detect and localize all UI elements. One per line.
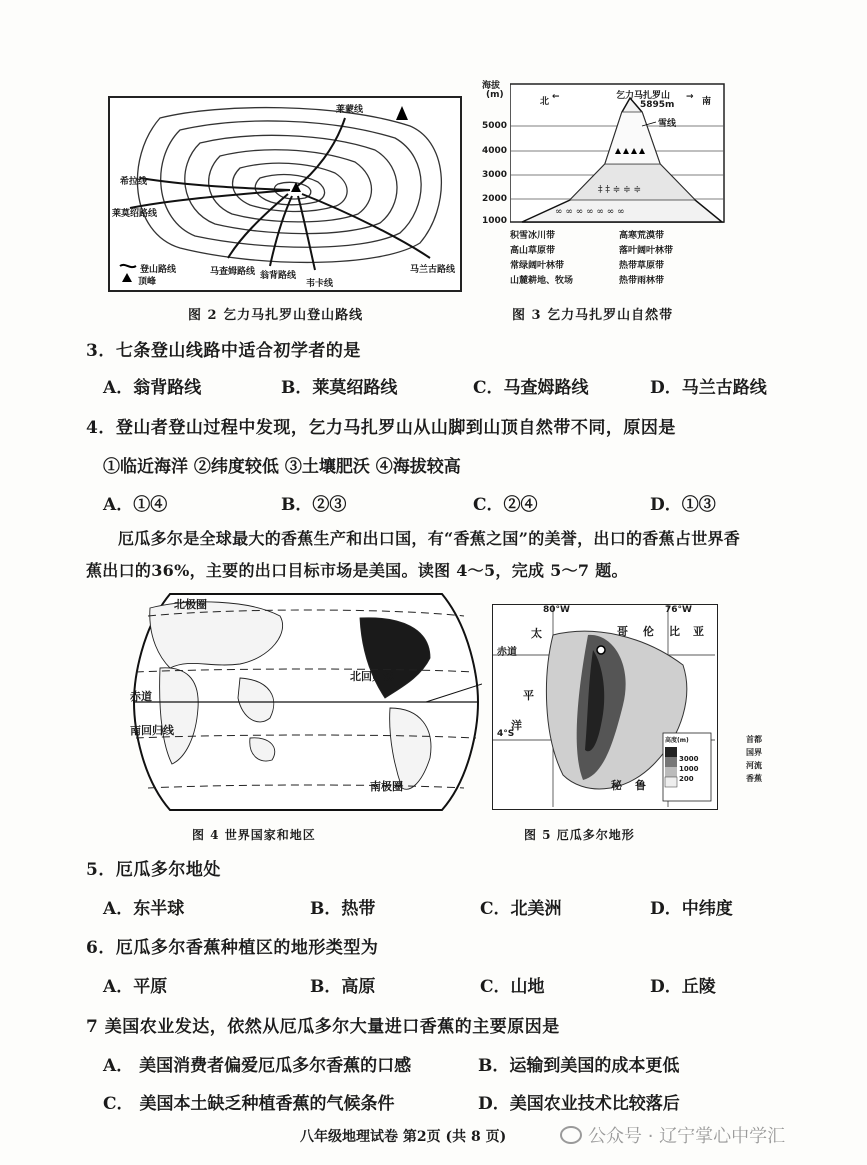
figure-3-natural-zones [480,76,730,292]
y-tick-2000: 2000 [482,194,508,204]
figure-5-ecuador-terrain [492,604,718,810]
question-4-items: ①临近海洋 ②纬度较低 ③土壤肥沃 ④海拔较高 [103,457,461,477]
question-4-option-b[interactable]: B．②③ [281,495,347,515]
question-3-option-a[interactable]: A．翁背路线 [103,378,202,398]
question-6-option-d[interactable]: D．丘陵 [650,977,716,997]
equator-label: 赤道 [130,690,152,703]
legend-title: 高度(m) [665,737,689,744]
svg-text:∞ ∞ ∞ ∞ ∞ ∞ ∞: ∞ ∞ ∞ ∞ ∞ ∞ ∞ [555,207,625,217]
legend-peak-label: 顶峰 [138,277,157,287]
legend-snow-ice: 积雪冰川带 [510,231,556,241]
y-tick-3000: 3000 [482,170,508,180]
page-footer: 八年级地理试卷 第2页 (共 8 页) [300,1129,507,1145]
question-3-stem: 3．七条登山线路中适合初学者的是 [86,341,361,361]
legend-level-1000: 1000 [679,765,699,773]
question-6-option-a[interactable]: A．平原 [103,977,168,997]
legend-savanna: 热带草原带 [619,261,665,271]
colombia-char-4: 亚 [693,625,704,638]
question-5-option-b[interactable]: B．热带 [310,899,376,919]
wechat-icon [560,1126,582,1144]
svg-text:‡ ‡ ≑ ≑ ≑: ‡ ‡ ≑ ≑ ≑ [598,185,642,195]
north-arrow-icon [396,106,408,120]
peru-char-2: 鲁 [635,779,646,792]
south-label: 南 [702,97,712,107]
colombia-char-2: 伦 [643,625,654,638]
y-axis-title: 海拔 [482,81,501,91]
colombia-char-1: 哥 [617,625,628,638]
y-tick-5000: 5000 [482,121,508,131]
passage-line-2: 蕉出口的36%，主要的出口目标市场是美国。读图 4～5，完成 5～7 题。 [86,561,628,580]
figure-4-caption: 图 4 世界国家和地区 [192,828,316,842]
route-shira [140,178,290,190]
south-arrow-icon: → [686,92,694,102]
legend-evergreen-forest: 常绿阔叶林带 [510,261,565,271]
zone-legend [510,228,728,286]
lon-76w: 76°W [665,605,692,615]
question-7-option-a[interactable]: A． 美国消费者偏爱厄瓜多尔香蕉的口感 [103,1056,412,1076]
legend-banana: 香蕉 [746,774,762,783]
legend-alpine-grassland: 高山草原带 [510,246,556,256]
y-tick-4000: 4000 [482,146,508,156]
question-3-option-d[interactable]: D．马兰古路线 [650,378,767,398]
question-4-option-d[interactable]: D．①③ [650,495,716,515]
legend-rainforest: 热带雨林带 [619,276,665,286]
question-5-option-c[interactable]: C．北美洲 [480,899,562,919]
legend-peak-icon [122,273,132,282]
legend-river: 河流 [746,761,762,770]
colombia-char-3: 比 [669,625,680,638]
question-7-option-b[interactable]: B．运输到美国的成本更低 [478,1056,680,1076]
legend-deciduous-forest: 落叶阔叶林带 [619,246,674,256]
snowline-label: 雪线 [658,119,677,129]
question-6-option-c[interactable]: C．山地 [480,977,545,997]
question-4-stem: 4．登山者登山过程中发现，乞力马扎罗山从山脚到山顶自然带不同，原因是 [86,418,676,438]
lat-4s: 4°S [497,729,515,739]
legend-border: 国界 [746,748,762,757]
tropic-cancer-label: 北回归线 [350,670,394,683]
peak-name: 乞力马扎罗山 [616,91,671,101]
question-3-option-c[interactable]: C．马查姆路线 [473,378,589,398]
arctic-circle-label: 北极圈 [174,598,207,611]
question-5-option-d[interactable]: D．中纬度 [650,899,733,919]
question-4-option-c[interactable]: C．②④ [473,495,538,515]
north-arrow-icon: ← [552,92,560,102]
legend-level-3000: 3000 [679,755,699,763]
watermark [560,1122,785,1148]
pacific-char-1: 太 [531,627,542,640]
figure-4-world-map [130,588,482,816]
y-axis-unit: (m) [486,90,504,100]
watermark-text: 公众号 · 辽宁掌心中学汇 [588,1126,786,1147]
pacific-char-3: 洋 [511,719,522,732]
question-3-option-b[interactable]: B．莱莫绍路线 [281,378,398,398]
question-7-option-c[interactable]: C． 美国本土缺乏种植香蕉的气候条件 [103,1094,395,1114]
peru-char-1: 秘 [611,779,622,792]
tropic-capricorn-label: 南回归线 [130,724,174,737]
figure-5-side-legend [746,734,786,784]
figure-3-caption: 图 3 乞力马扎罗山自然带 [512,308,674,323]
route-label-umbwe: 翁背路线 [260,271,297,281]
route-label-machame: 马查姆路线 [210,267,256,277]
route-label-mweka: 韦卡线 [306,279,334,289]
figure-2-caption: 图 2 乞力马扎罗山登山路线 [188,308,364,323]
figure-2-route-map [108,96,462,292]
antarctic-circle-label: 南极圈 [370,780,403,793]
equator-label-fig5: 赤道 [497,647,517,658]
route-label-shira: 希拉线 [120,177,148,187]
world-map [130,588,482,816]
question-5-stem: 5．厄瓜多尔地处 [86,860,221,880]
question-5-option-a[interactable]: A．东半球 [103,899,185,919]
question-7-stem: 7 美国农业发达，依然从厄瓜多尔大量进口香蕉的主要原因是 [86,1017,560,1037]
capital-icon [597,646,605,654]
legend-route-label: 登山路线 [140,265,177,275]
legend-farmland: 山麓耕地、牧场 [510,276,574,286]
passage-line-1: 厄瓜多尔是全球最大的香蕉生产和出口国，有“香蕉之国”的美誉，出口的香蕉占世界香 [118,529,741,548]
route-label-lemosho: 莱莫绍路线 [112,209,158,219]
y-tick-1000: 1000 [482,216,508,226]
question-6-stem: 6．厄瓜多尔香蕉种植区的地形类型为 [86,938,379,958]
question-7-option-d[interactable]: D．美国农业技术比较落后 [478,1094,680,1114]
route-label-rongai: 莱蒙线 [336,105,364,115]
question-6-option-b[interactable]: B．高原 [310,977,376,997]
legend-capital: 首都 [746,735,762,744]
lon-80w: 80°W [543,605,570,615]
pacific-char-2: 平 [523,689,534,702]
north-label: 北 [540,97,550,107]
legend-route-icon [120,265,136,267]
legend-level-200: 200 [679,775,694,783]
route-label-marangu: 马兰古路线 [410,265,456,275]
peak-height: 5895m [640,100,675,110]
legend-alpine-desert: 高寒荒漠带 [619,231,665,241]
question-4-option-a[interactable]: A．①④ [103,495,168,515]
figure-5-caption: 图 5 厄瓜多尔地形 [524,828,635,842]
